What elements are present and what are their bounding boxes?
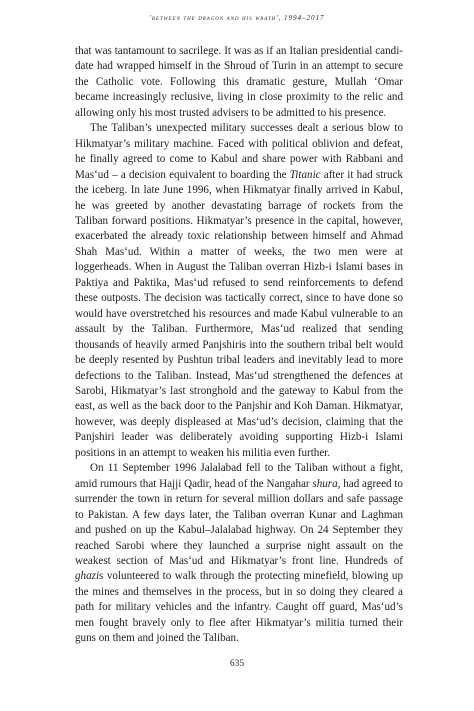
paragraph: [75, 121, 403, 461]
italic-term: Titanic: [289, 168, 321, 181]
paragraph-text: after it had struck the iceberg. In late June 1996, when Hikmatyar finally arrived in Kabul, he was greeted by another devastating barrage of rockets from the Taliban forward positions. Hikmatyar’s presence in the capital, however, exacerbated the already toxic relationship between himself and Ahmad Shah Mas‘ud. Within a matter of weeks, the two men were at loggerheads. When in August the Taliban overran Hizb-i Islami bases in Paktiya and Paktika, Mas‘ud refused to send reinforcements to defend these outposts. The decision was tactically correct, since to have done so would have overstretched his resources and made Kabul vulnerable to an assault by the Taliban. Furthermore, Mas‘ud realized that sending thousands of heavily armed Panjshiris into the southern tribal belt would be deeply resented by Pushtun tribal leaders and inevitably lead to more defections to the Taliban. Instead, Mas‘ud strengthened the defences at Sarobi, Hikmatyar’s last stronghold and the gateway to Kabul from the east, as well as the back door to the Panjshir and Koh Daman. Hikmatyar, however, was deeply displeased at Mas‘ud’s decision, claiming that the Panjshiri leader was deliberately avoiding supporting Hizb-i Islami positions in an attempt to weaken his militia even further.: [75, 168, 403, 459]
paragraph: [75, 461, 403, 646]
italic-term: ghazi: [75, 570, 100, 583]
page-number: 635: [229, 659, 245, 669]
paragraph-text: , had agreed to surrender the town in return for several million dollars and safe passage to Pakistan. A few days later, the Taliban overran Kunar and Laghman and pushed on up the Kabul–Jalalabad highway. On 24 September they reached Sarobi where they launched a surprise night assault on the weakest section of Mas‘ud and Hikmatyar’s front line. Hundreds of: [75, 477, 403, 567]
paragraph-text: On 11 September 1996 Jalalabad fell to the Taliban without a fight, amid rumours that Hajji Qadir, head of the Nangahar: [75, 462, 403, 490]
italic-term: shura: [312, 477, 338, 490]
paragraph-text: that was tantamount to sacrilege. It was as if an Italian presidential candidate had wrapped himself in the Shroud of Turin in an attempt to secure the Catholic vote. Following this dramatic gesture, Mullah ‘Omar became increasingly reclusive, living in close proximity to the relic and allowing only his most trusted advisers to be admitted to his presence.: [75, 45, 403, 119]
paragraph: [75, 44, 403, 121]
running-head: 'between the dragon and his wrath', 1994–2017: [149, 14, 325, 22]
paragraph-text: s volunteered to walk through the protecting minefield, blowing up the mines and themselves in the process, but in so doing they cleared a path for military vehicles and the infantry. Caught off guard, Mas‘ud’s men fought bravely only to flee after Hikmatyar’s militia turned their guns on them and joined the Taliban.: [75, 570, 403, 645]
paragraph-text: The Taliban’s unexpected military successes dealt a serious blow to Hikmatyar’s military machine. Faced with political oblivion and defeat, he finally agreed to come to Kabul and share power with Rabbani and Mas‘ud – a decision equivalent to boarding the: [75, 122, 403, 181]
body-text: [75, 44, 403, 647]
